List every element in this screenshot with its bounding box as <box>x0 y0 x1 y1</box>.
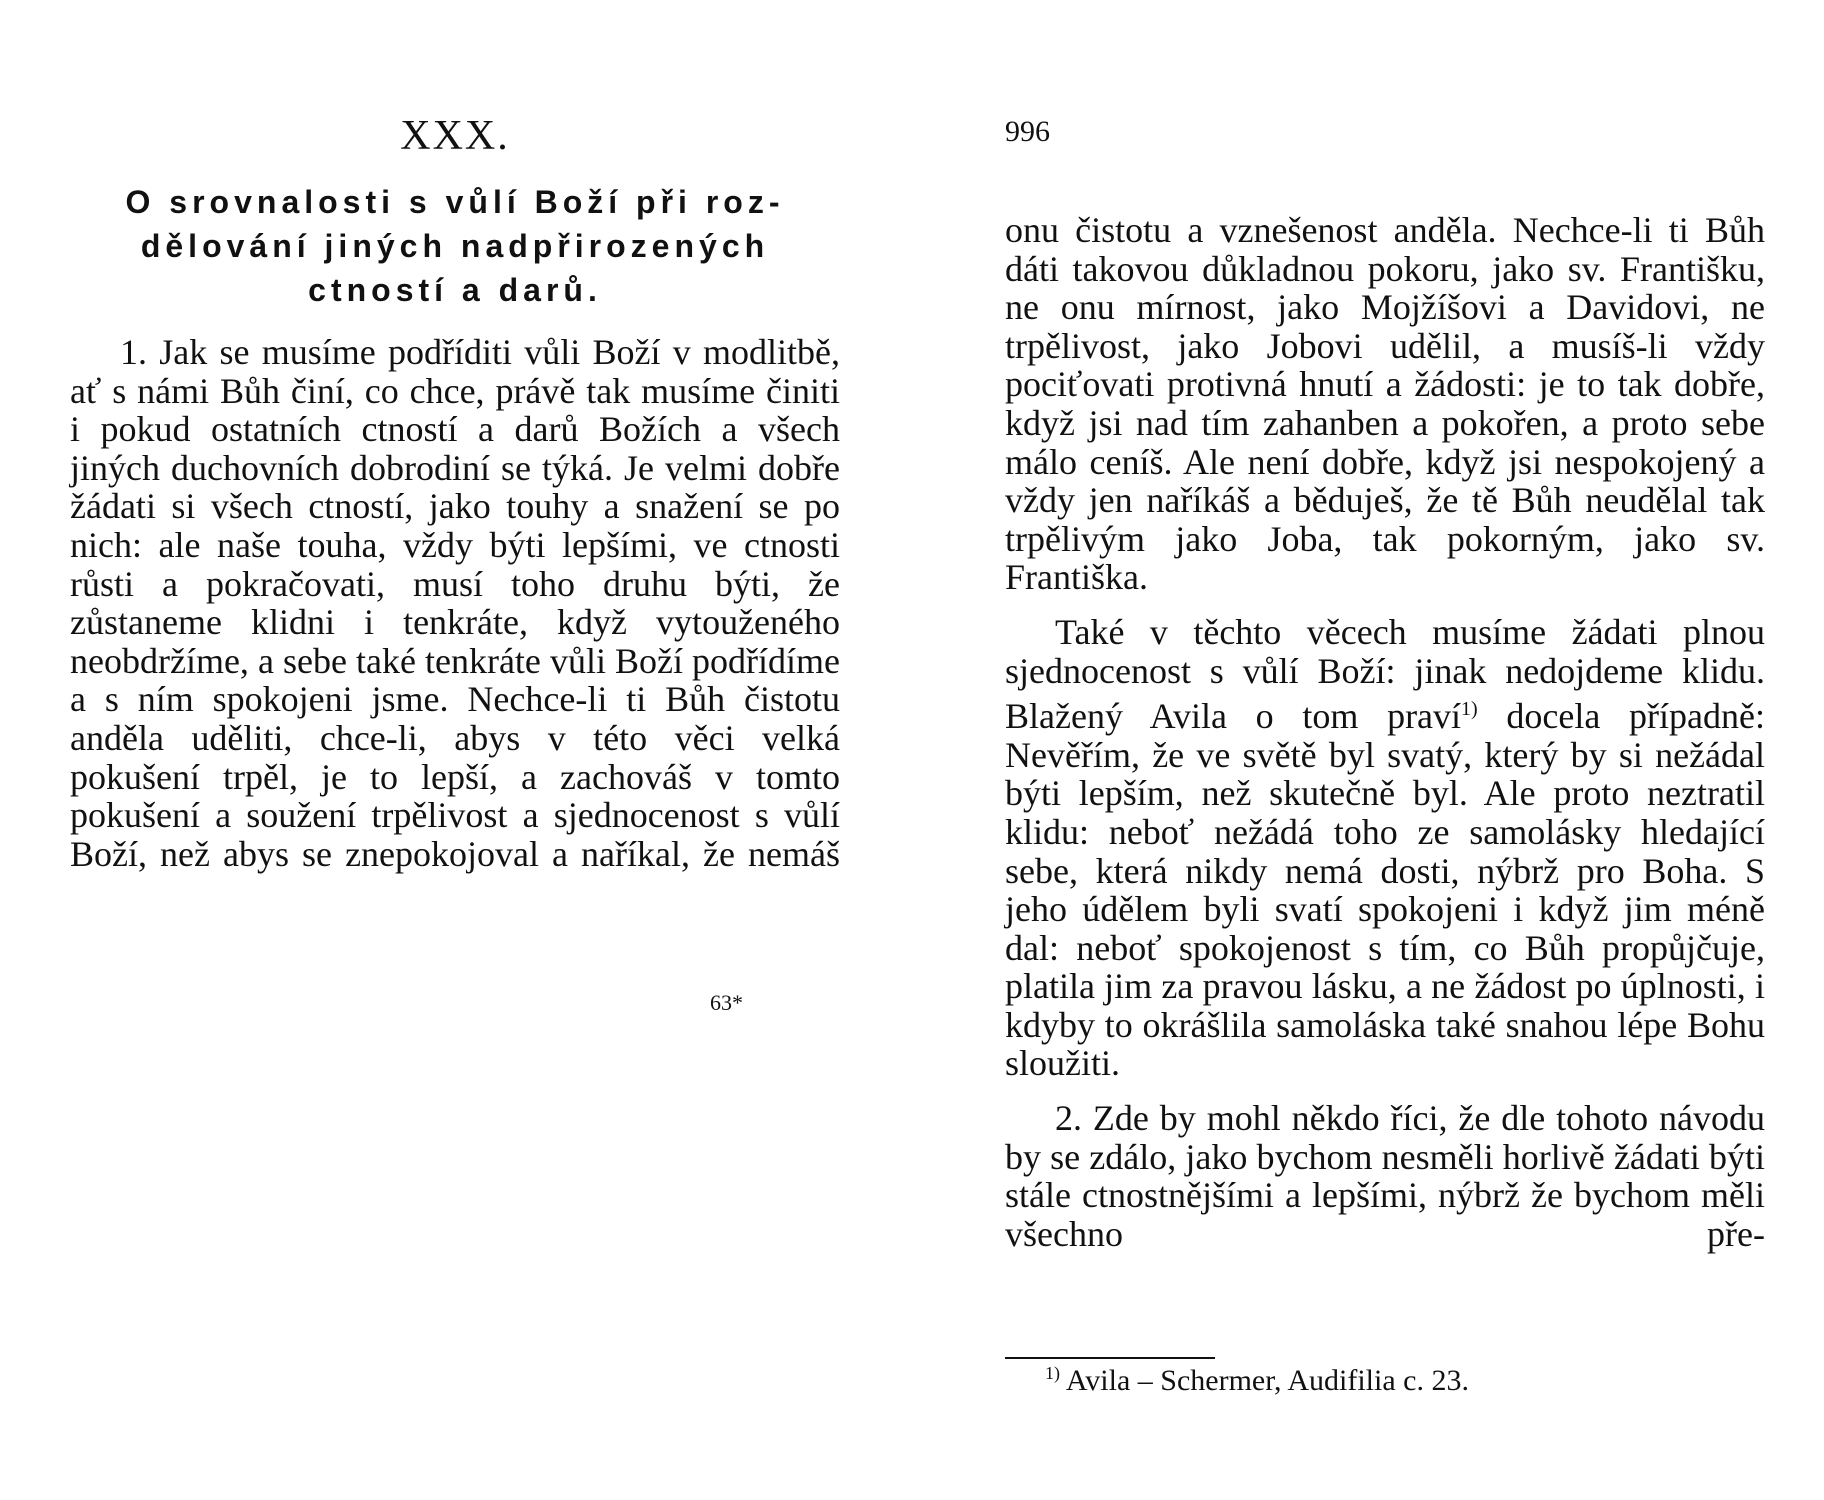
chapter-title-line: O srovnalosti s vůlí Boží při roz- <box>125 184 785 220</box>
paragraph-2-text: docela případně: Nevěřím, že ve světě byl svatý, který by si nežádal býti lepším, než skutečně byl. Ale proto neztratil klidu: neboť nežádá toho ze samolásky hledající sebe, která nikdy nemá dosti, nýbrž pro Boha. S jeho údělem byli svatí spokojeni i když jim méně dal: neboť spokojenost s tím, co Bůh propůjčuje, platila jim za pravou lásku, a ne žádost po úplnosti, i kdyby to okrášlila samoláska také snahou lépe Bohu sloužiti. <box>1005 696 1766 1084</box>
paragraph-2 <box>1005 613 1765 1083</box>
right-page <box>1005 0 1765 1500</box>
page-number: 996 <box>1005 115 1050 148</box>
chapter-title-line: ctností a darů. <box>308 272 602 308</box>
footnote-text: Avila – Schermer, Audifilia c. 23. <box>1060 1364 1469 1397</box>
signature-mark: 63* <box>710 990 743 1015</box>
chapter-title-line: dělování jiných nadpřirozených <box>140 228 770 264</box>
left-page <box>70 0 840 1500</box>
paragraph-1: 1. Jak se musíme podříditi vůli Boží v modlitbě, ať s námi Bůh činí, co chce, právě tak musíme činiti i pokud ostatních ctností a darů Božích a všech jiných duchovních dobrodiní se týká. Je velmi dobře žádati si všech ctností, jako touhy a snažení se po nich: ale naše touha, vždy býti lepšími, ve ctnosti růsti a pokračovati, musí toho druhu býti, že zůstaneme klidni i tenkráte, když vytouženého neobdržíme, a sebe také tenkráte vůli Boží podřídíme a s ním spokojeni jsme. Nechce-li ti Bůh čistotu anděla uděliti, chce-li, abys v této věci velká pokušení trpěl, je to lepší, a zachováš v tomto pokušení a soužení trpělivost a sjednocenost s vůlí Boží, než abys se znepokojoval a naříkal, že nemáš <box>70 332 840 874</box>
footnote-divider <box>1005 1357 1215 1359</box>
right-text-column <box>1005 211 1765 1253</box>
paragraph-continuation: onu čistotu a vznešenost anděla. Nechce-li ti Bůh dáti takovou důkladnou pokoru, jako sv. Františku, ne onu mírnost, jako Mojžíšovi a Davidovi, ne trpělivost, jako Jobovi udělil, a musíš-li vždy pociťovati protivná hnutí a žádosti: je to tak dobře, když jsi nad tím zahanben a pokořen, a proto sebe málo ceníš. Ale není dobře, když jsi nespokojený a vždy jen naříkáš a běduješ, že tě Bůh neudělal tak trpělivým jako Joba, tak pokorným, jako sv. Františka. <box>1005 210 1765 598</box>
footnote <box>1045 1363 1469 1398</box>
paragraph-2-text: Také v těchto věcech musíme žádati plnou sjednocenost s vůlí Boží: jinak nedojdeme klidu. Blažený Avila o tom praví <box>1005 611 1765 737</box>
footnote-mark: 1) <box>1045 1363 1060 1383</box>
chapter-title <box>70 180 840 312</box>
footnote-reference: 1) <box>1461 698 1478 721</box>
chapter-number: XXX. <box>400 113 510 159</box>
paragraph-3: 2. Zde by mohl někdo říci, že dle tohoto návodu by se zdálo, jako bychom nesměli horlivě žádati býti stále ctnostnějšími a lepšími, nýbrž že bychom měli všechno pře- <box>1005 1098 1765 1254</box>
